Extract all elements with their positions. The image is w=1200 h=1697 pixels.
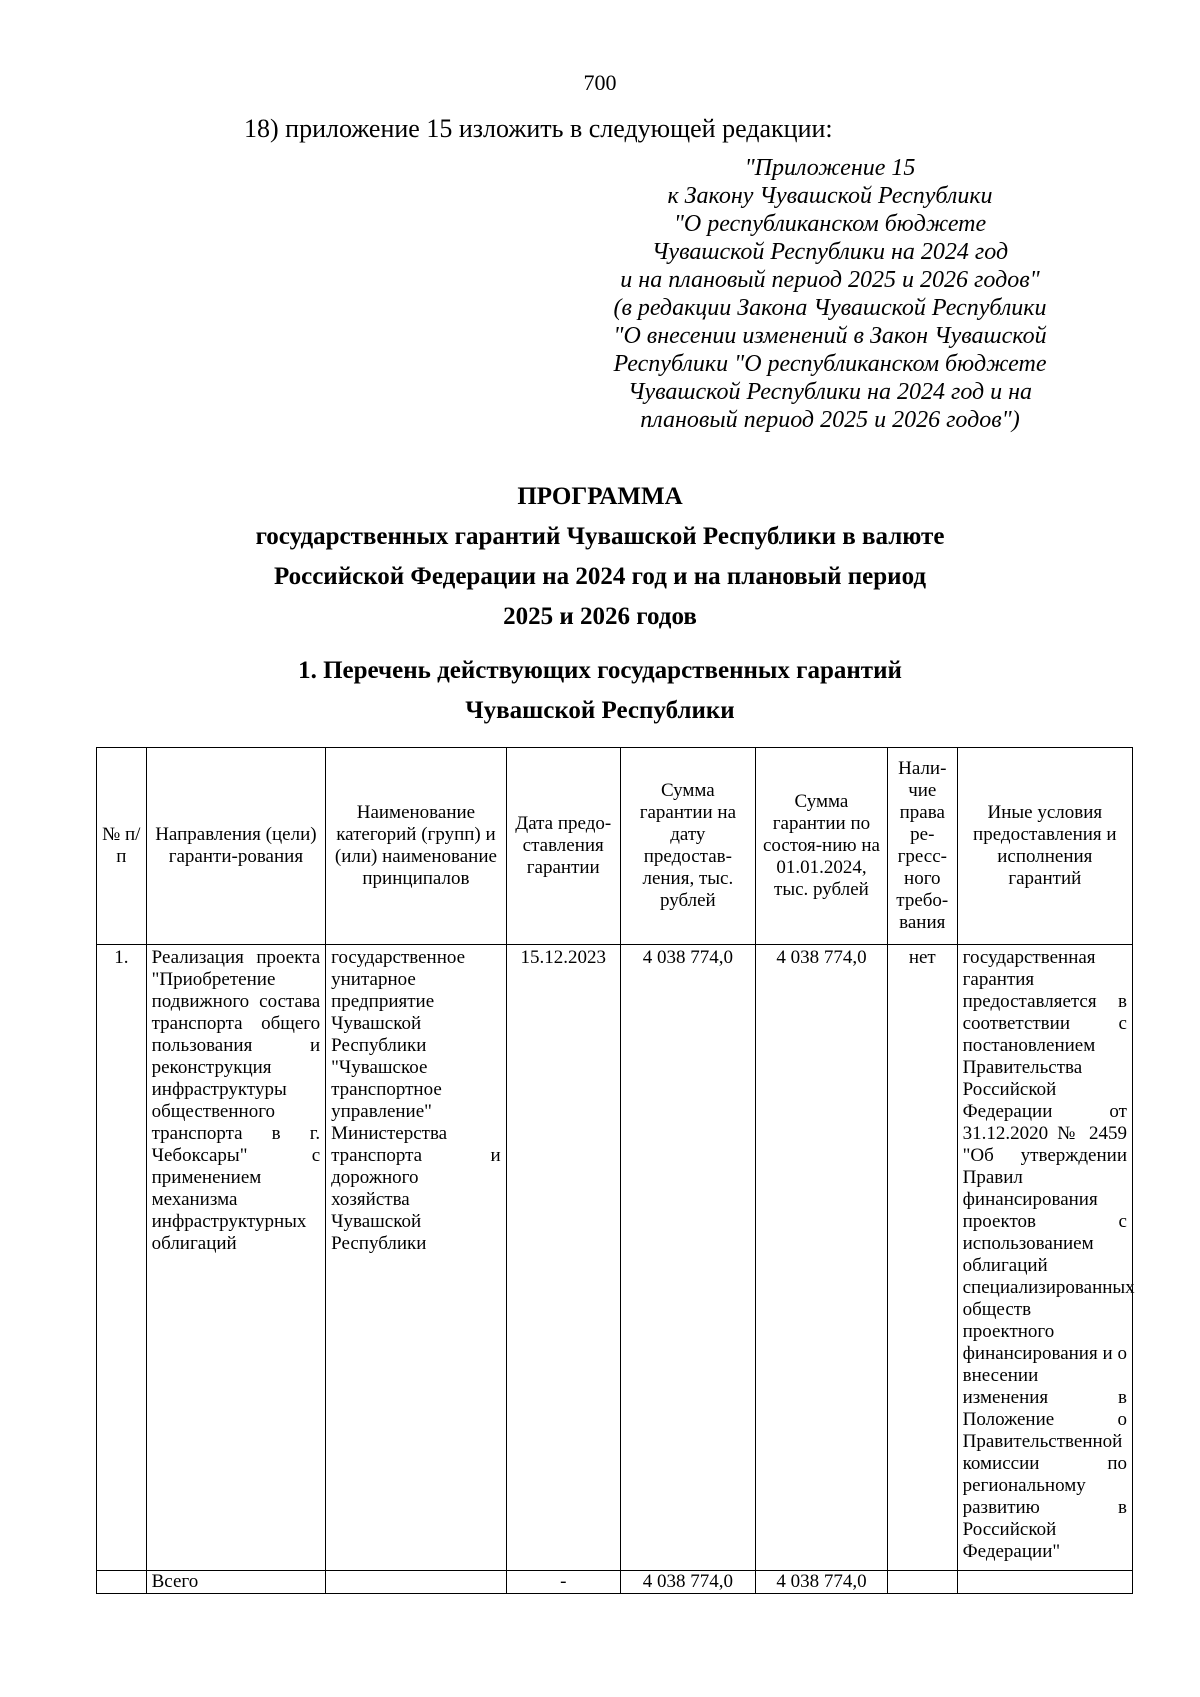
cell-principal: государственное унитарное предприятие Чувашской Республики "Чувашское транспортное управление" Министерства транспорта и дорожного хозяйства Чувашской Республики [326,945,507,1571]
page-number: 700 [583,70,617,95]
header-number: № п/п [97,748,147,945]
total-label: Всего [146,1571,326,1594]
cell-number: 1. [97,945,147,1571]
section-title-line: 1. Перечень действующих государственных гарантий [298,657,902,684]
program-title-line: Российской Федерации на 2024 год и на плановый период [273,563,927,590]
appendix-line: к Закону Чувашской Республики [667,183,993,209]
cell-sum-2024: 4 038 774,0 [755,945,887,1571]
total-date: - [506,1571,620,1594]
appendix-line: "Приложение 15 [744,155,916,181]
cell-sum-at-date: 4 038 774,0 [620,945,755,1571]
header-date: Дата предо-ставления гарантии [506,748,620,945]
appendix-line: Республики "О республиканском бюджете [613,351,1047,377]
table-total-row [97,1571,1133,1594]
table-row [97,945,1133,1571]
total-sum-at-date: 4 038 774,0 [620,1571,755,1594]
header-regress: Нали-чие права ре-гресс-ного требо-вания [887,748,957,945]
section-title [0,651,1200,731]
appendix-line: Чувашской Республики на 2024 год [651,239,1009,265]
program-title-line: ПРОГРАММА [517,483,683,510]
appendix-line: плановый период 2025 и 2026 годов") [640,407,1020,433]
amendment-intro: 18) приложение 15 изложить в следующей редакции: [244,114,833,143]
cell-regress: нет [887,945,957,1571]
cell-date: 15.12.2023 [506,945,620,1571]
appendix-line: "О внесении изменений в Закон Чувашской [613,323,1047,349]
header-sum-at-date: Сумма гарантии на дату предостав-ления, тыс. рублей [620,748,755,945]
header-purpose: Направления (цели) гаранти-рования [146,748,326,945]
program-title-line: 2025 и 2026 годов [503,603,697,630]
total-cell-empty [887,1571,957,1594]
cell-conditions: государственная гарантия предоставляется в соответствии с постановлением Правительства Российской Федерации от 31.12.2020 № 2459 "Об утверждении Правил финансирования проектов с использованием облигаций специализированных обществ проектного финансирования и о внесении изменения в Положение о Правительственной комиссии по региональному развитию в Российской Федерации" [957,945,1132,1571]
appendix-line: и на плановый период 2025 и 2026 годов" [620,267,1040,293]
total-cell-empty [326,1571,507,1594]
appendix-line: (в редакции Закона Чувашской Республики [613,295,1047,321]
total-cell-empty [957,1571,1132,1594]
table-header-row [97,748,1133,945]
header-sum-2024: Сумма гарантии по состоя-нию на 01.01.2024, тыс. рублей [755,748,887,945]
appendix-reference [560,154,1100,434]
total-cell-empty [97,1571,147,1594]
section-title-line: Чувашской Республики [465,697,735,724]
appendix-line: "О республиканском бюджете [673,211,987,237]
program-title-line: государственных гарантий Чувашской Республики в валюте [255,523,945,550]
header-conditions: Иные условия предоставления и исполнения гарантий [957,748,1132,945]
total-sum-2024: 4 038 774,0 [755,1571,887,1594]
appendix-line: Чувашской Республики на 2024 год и на [627,379,1033,405]
guarantees-table [96,747,1133,1594]
cell-purpose: Реализация проекта "Приобретение подвижного состава транспорта общего пользования и реконструкция инфраструктуры общественного транспорта в г. Чебоксары" с применением механизма инфраструктурных облигаций [146,945,326,1571]
header-principal: Наименование категорий (групп) и (или) наименование принципалов [326,748,507,945]
program-title [0,477,1200,637]
